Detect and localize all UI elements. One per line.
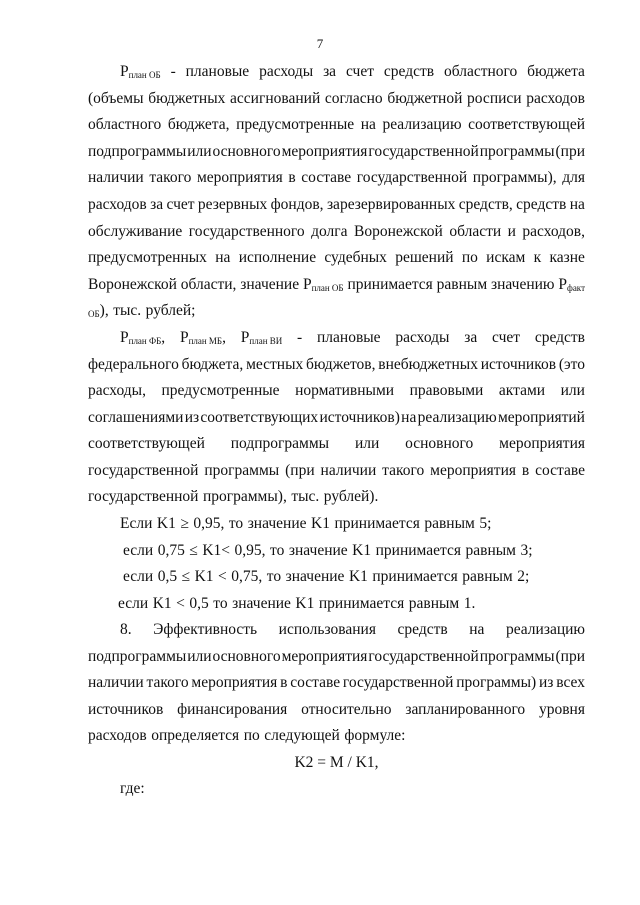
word: программы — [479, 648, 555, 665]
word: расходы, — [88, 382, 146, 399]
text-line — [120, 328, 585, 348]
word: наличии — [88, 674, 144, 691]
word: такого — [382, 462, 425, 479]
word: расходов, — [522, 223, 585, 240]
word: основного — [212, 648, 281, 665]
word: тыс. — [291, 488, 320, 505]
word: K2 = M / K1, — [294, 754, 379, 771]
text-line — [123, 541, 585, 561]
word: мероприятия — [281, 143, 368, 160]
word: бюджета, — [167, 116, 230, 133]
word: $P_{факт}$ — [558, 276, 585, 293]
text-line — [88, 355, 585, 375]
word: рублей). — [323, 488, 379, 505]
word: актами — [498, 382, 546, 399]
word: росписи — [467, 90, 522, 107]
word: на — [569, 196, 585, 213]
word: составе — [535, 462, 585, 479]
word: расходов — [526, 90, 585, 107]
word: судебных — [324, 249, 387, 266]
word: - — [297, 329, 303, 346]
word: $P_{план ФБ}$, — [120, 329, 166, 346]
word: расходы — [259, 63, 314, 80]
word: 1. — [463, 595, 476, 612]
word: государственной — [368, 648, 479, 665]
word: государственной — [88, 488, 199, 505]
word: 0,75, — [231, 568, 263, 585]
word: бюджета — [527, 63, 585, 80]
word: такого — [149, 169, 192, 186]
word: финансирования — [177, 701, 288, 718]
word: средств — [516, 196, 567, 213]
word: использования — [278, 621, 376, 638]
word: 0,95, — [193, 515, 225, 532]
word: плановые — [317, 329, 381, 346]
word: равным — [462, 568, 513, 585]
word: если — [123, 542, 154, 559]
word: K1< — [202, 542, 231, 559]
word: из — [538, 674, 554, 691]
word: соответствующих — [200, 409, 319, 426]
word: Воронежской — [353, 223, 443, 240]
text-line — [120, 514, 585, 534]
word: на — [401, 409, 417, 426]
word: подпрограммы — [88, 143, 187, 160]
word: всех — [556, 674, 585, 691]
word: местных — [246, 356, 304, 373]
word: мероприятия — [499, 435, 585, 452]
word: Воронежской — [88, 276, 177, 293]
word: значение — [247, 515, 307, 532]
word: источников — [88, 701, 164, 718]
word: K1 — [152, 595, 172, 612]
word: 8. — [120, 621, 132, 638]
word: предусмотренные — [236, 116, 355, 133]
word: долга — [311, 223, 348, 240]
word: значение — [285, 568, 345, 585]
word: областного — [88, 116, 162, 133]
word: равным — [408, 595, 460, 612]
word: $P_{план МБ}$, — [179, 329, 226, 346]
word: 0,5 — [157, 568, 178, 585]
text-line — [120, 62, 585, 82]
word: принимается — [375, 542, 461, 559]
word: и — [507, 223, 516, 240]
word: федерального — [88, 356, 179, 373]
word: области, — [180, 276, 237, 293]
text-line — [88, 168, 585, 188]
text-line — [88, 248, 585, 268]
word: равным — [465, 542, 516, 559]
word: на — [215, 249, 231, 266]
word: ассигнований — [230, 90, 321, 107]
word: основного — [212, 143, 281, 160]
word: основного — [405, 435, 474, 452]
word: значение — [240, 276, 300, 293]
word: счет — [345, 63, 374, 80]
text-line — [88, 89, 585, 109]
word: правовыми — [409, 382, 484, 399]
word: (при — [555, 648, 585, 665]
word: программы), — [202, 488, 287, 505]
word: за — [150, 196, 164, 213]
text-line — [88, 434, 585, 454]
word: соответствующей — [88, 435, 205, 452]
word: если — [123, 568, 154, 585]
word: принимается — [372, 568, 458, 585]
word: Эффективность — [153, 621, 258, 638]
word: рублей; — [145, 302, 196, 319]
word: K1 — [348, 568, 368, 585]
word: то — [228, 515, 244, 532]
word: ≤ — [189, 542, 198, 559]
word: согласно — [324, 90, 383, 107]
word: предусмотренных — [88, 249, 207, 266]
word: следующей — [264, 727, 340, 744]
text-line — [88, 222, 585, 242]
word: реализацию — [505, 621, 585, 638]
word: K1 — [352, 542, 372, 559]
word: если — [118, 595, 149, 612]
word: K1 — [311, 515, 330, 532]
word: реализацию — [382, 116, 462, 133]
word: K1 — [295, 595, 315, 612]
text-line — [88, 700, 585, 720]
word: K1 — [156, 515, 176, 532]
word: расходов — [88, 196, 147, 213]
word: государственной — [88, 462, 199, 479]
word: такого — [146, 674, 189, 691]
word: принимается — [334, 515, 420, 532]
text-line — [120, 620, 585, 640]
word: для — [562, 169, 585, 186]
word: (это — [558, 356, 585, 373]
word: принимается — [347, 276, 433, 293]
word: наличии — [320, 462, 377, 479]
text-line — [88, 142, 585, 162]
word: плановые — [185, 63, 250, 80]
word: резервных — [197, 196, 268, 213]
word: мероприятия — [281, 648, 368, 665]
page-number: 7 — [316, 36, 324, 51]
word: $_{ОБ}$), — [88, 302, 109, 319]
word: областного — [443, 63, 518, 80]
word: государственного — [188, 223, 305, 240]
word: бюджетных — [148, 90, 226, 107]
word: к — [533, 249, 542, 266]
word: $P_{план ОБ}$ — [120, 63, 161, 80]
word: K1 — [194, 568, 214, 585]
word: подпрограммы — [230, 435, 330, 452]
word: по — [461, 249, 478, 266]
word: источников) — [319, 409, 400, 426]
word: соглашениями — [88, 409, 184, 426]
word: или — [187, 648, 212, 665]
word: средств — [534, 329, 585, 346]
text-line — [120, 779, 585, 799]
word: $P_{план ОБ}$ — [302, 276, 344, 293]
text-line — [88, 726, 585, 746]
word: формуле: — [344, 727, 406, 744]
word: значение — [232, 595, 291, 612]
word: зарезервированных — [326, 196, 456, 213]
text-line — [88, 301, 585, 321]
text-line — [88, 461, 585, 481]
word: 0,5 — [189, 595, 209, 612]
word: на — [469, 621, 485, 638]
word: внебюджетных — [378, 356, 478, 373]
word: < — [176, 595, 185, 612]
word: составе — [301, 169, 352, 186]
word: < — [218, 568, 227, 585]
word: соответствующей — [468, 116, 585, 133]
word: искам — [486, 249, 526, 266]
word: принимается — [318, 595, 405, 612]
word: государственной — [368, 143, 479, 160]
word: исполнение — [238, 249, 317, 266]
word: (при — [555, 143, 585, 160]
word: или — [354, 435, 380, 452]
word: уровня — [538, 701, 585, 718]
word: равным — [436, 276, 488, 293]
text-line — [88, 115, 585, 135]
word: определяется — [151, 727, 240, 744]
text-line — [88, 647, 585, 667]
word: $P_{план ВИ}$ — [240, 329, 283, 346]
word: 5; — [479, 515, 492, 532]
word: программы) — [456, 674, 537, 691]
word: то — [266, 568, 282, 585]
word: на — [360, 116, 376, 133]
word: значение — [288, 542, 348, 559]
word: то — [213, 595, 228, 612]
text-line — [88, 408, 585, 428]
word: то — [270, 542, 285, 559]
word: в — [280, 674, 288, 691]
word: программы — [479, 143, 555, 160]
word: государственной — [356, 169, 468, 186]
word: казне — [549, 249, 585, 266]
text-line — [118, 594, 585, 614]
word: области — [449, 223, 502, 240]
word: мероприятия — [430, 462, 516, 479]
word: подпрограммы — [88, 648, 187, 665]
word: предусмотренные — [161, 382, 280, 399]
word: запланированного — [405, 701, 526, 718]
word: (объемы — [88, 90, 144, 107]
word: бюджета, — [181, 356, 244, 373]
word: или — [560, 382, 585, 399]
word: решений — [395, 249, 454, 266]
word: где: — [120, 780, 145, 797]
word: мероприятия — [191, 674, 278, 691]
word: 0,75 — [157, 542, 185, 559]
word: средств, — [458, 196, 513, 213]
word: из — [184, 409, 200, 426]
word: ≥ — [180, 515, 189, 532]
word: Если — [120, 515, 153, 532]
word: по — [243, 727, 260, 744]
text-line — [88, 673, 585, 693]
word: в — [288, 169, 296, 186]
word: 3; — [520, 542, 533, 559]
word: наличии — [88, 169, 144, 186]
word: мероприятия — [196, 169, 283, 186]
word: равным — [424, 515, 475, 532]
word: 0,95, — [234, 542, 266, 559]
word: тыс. — [113, 302, 142, 319]
word: средств — [383, 63, 435, 80]
word: за — [323, 63, 337, 80]
word: программы), — [472, 169, 557, 186]
word: обслуживание — [88, 223, 183, 240]
text-line — [88, 275, 585, 295]
word: фондов, — [270, 196, 324, 213]
text-line — [123, 567, 585, 587]
word: нормативными — [295, 382, 395, 399]
word: относительно — [301, 701, 392, 718]
word: значению — [490, 276, 555, 293]
text-line — [88, 753, 585, 773]
word: источников — [480, 356, 557, 373]
word: расходы — [395, 329, 450, 346]
word: расходов — [88, 727, 147, 744]
word: бюджетной — [387, 90, 463, 107]
word: - — [170, 63, 176, 80]
word: 2; — [517, 568, 530, 585]
word: программы — [204, 462, 280, 479]
word: средств — [397, 621, 448, 638]
word: реализацию — [417, 409, 497, 426]
word: счет — [492, 329, 521, 346]
word: за — [464, 329, 478, 346]
word: (при — [285, 462, 315, 479]
word: ≤ — [181, 568, 191, 585]
text-line — [88, 195, 585, 215]
word: мероприятий — [497, 409, 585, 426]
word: бюджетов, — [306, 356, 376, 373]
word: или — [187, 143, 212, 160]
word: государственной — [342, 674, 454, 691]
text-line — [88, 487, 585, 507]
text-line — [88, 381, 585, 401]
word: составе — [290, 674, 341, 691]
word: счет — [166, 196, 195, 213]
word: в — [521, 462, 530, 479]
